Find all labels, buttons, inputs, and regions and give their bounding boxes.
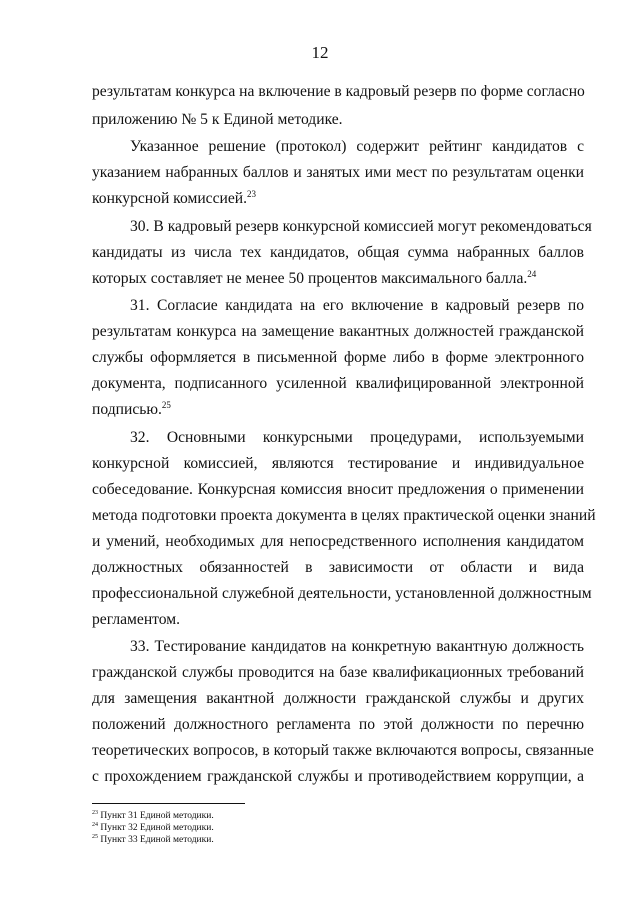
footnote-ref: 25 — [161, 399, 171, 410]
text-line: профессиональной служебной деятельности, установленной должностным — [92, 585, 592, 602]
text-line: 31. Согласие кандидата на его включение в кадровый резерв по — [130, 297, 584, 314]
text-line: регламентом. — [92, 611, 181, 628]
text-line: для замещения вакантной должности гражданской службы и других — [92, 690, 584, 707]
text-line: Указанное решение (протокол) содержит рейтинг кандидатов с — [130, 138, 584, 155]
text-line: 30. В кадровый резерв конкурсной комиссией могут рекомендоваться — [130, 218, 592, 235]
text-line: гражданской службы проводится на базе квалификационных требований — [92, 664, 584, 681]
footnote: $^{25}$ Пункт 33 Единой методики. — [92, 833, 214, 845]
text-line: кандидаты из числа тех кандидатов, общая сумма набранных баллов — [92, 244, 584, 261]
text-line: которых составляет не менее 50 процентов максимального балла.$^{24}$ — [92, 268, 537, 287]
text-line: 33. Тестирование кандидатов на конкретную вакантную должность — [130, 638, 584, 655]
text-line: документа, подписанного усиленной квалифицированной электронной — [92, 375, 584, 392]
text-line: собеседование. Конкурсная комиссия вносит предложения о применении — [92, 481, 584, 498]
text-line: конкурсной комиссией.$^{23}$ — [92, 188, 257, 207]
text-line: должностных обязанностей в зависимости от области и вида — [92, 559, 584, 576]
text-line: приложению № 5 к Единой методике. — [92, 111, 343, 128]
text-line: указанием набранных баллов и занятых ими мест по результатам оценки — [92, 164, 584, 181]
text-line: теоретических вопросов, в который также включаются вопросы, связанные — [92, 742, 594, 759]
footnote-ref: 23 — [247, 188, 257, 199]
text-line: результатам конкурса на замещение вакантных должностей гражданской — [92, 323, 584, 340]
footnote-ref: 24 — [527, 268, 537, 279]
text-line: подписью.$^{25}$ — [92, 399, 171, 418]
text-line: конкурсной комиссией, являются тестирование и индивидуальное — [92, 455, 584, 472]
text-line: метода подготовки проекта документа в целях практической оценки знаний — [92, 507, 596, 524]
footnote: $^{24}$ Пункт 32 Единой методики. — [92, 821, 214, 833]
text-line: и умений, необходимых для непосредственного исполнения кандидатом — [92, 533, 584, 550]
text-line: положений должностного регламента по этой должности по перечню — [92, 716, 584, 733]
page-number: 12 — [311, 43, 329, 62]
text-line: результатам конкурса на включение в кадровый резерв по форме согласно — [92, 83, 585, 100]
text-line: службы оформляется в письменной форме либо в форме электронного — [92, 349, 584, 366]
text-line: с прохождением гражданской службы и противодействием коррупции, а — [92, 768, 584, 785]
footnote: $^{23}$ Пункт 31 Единой методики. — [92, 809, 214, 821]
text-line: 32. Основными конкурсными процедурами, используемыми — [130, 429, 584, 446]
footnote-divider — [92, 803, 245, 804]
